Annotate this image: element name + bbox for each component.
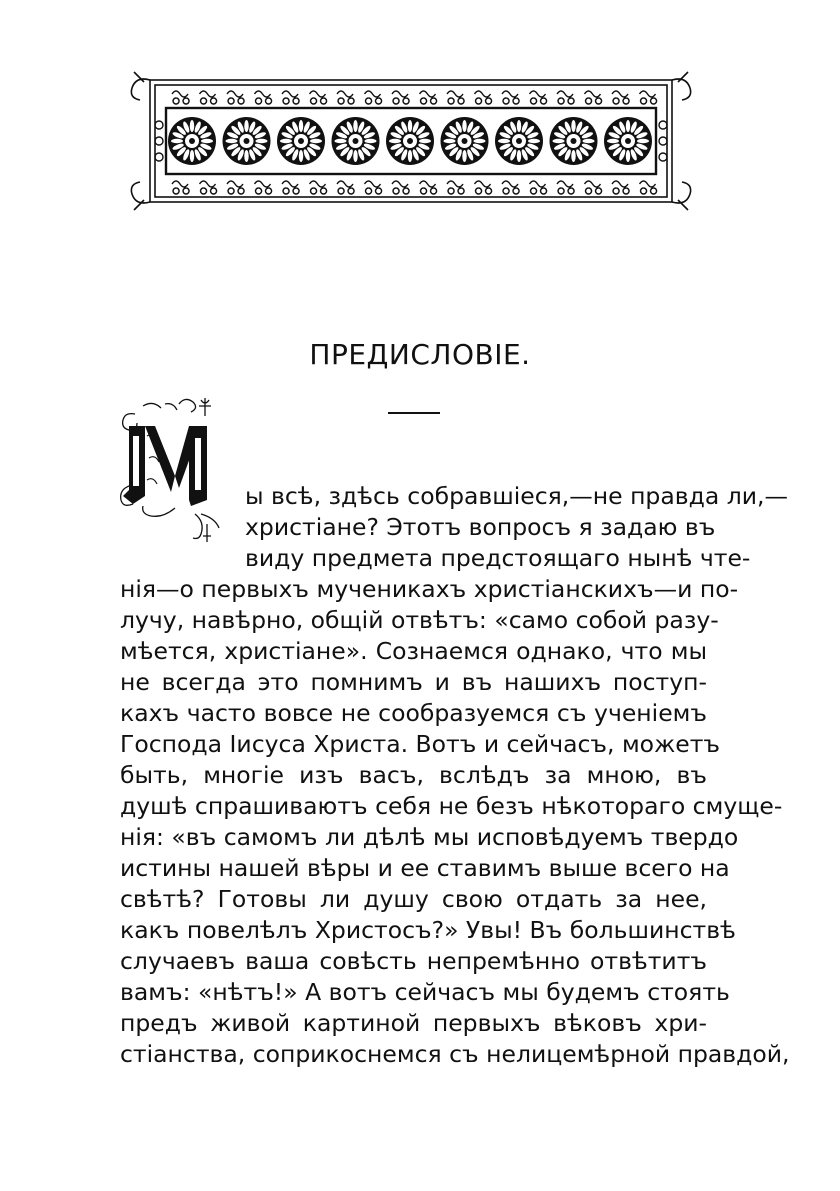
scroll-motif xyxy=(530,91,547,104)
text-line-7: не всегда это помнимъ и въ нашихъ поступ- xyxy=(120,668,707,696)
scroll-motif xyxy=(475,181,492,194)
scroll-motif xyxy=(392,181,409,194)
scroll-motif xyxy=(282,91,299,104)
scroll-motif xyxy=(640,91,657,104)
scroll-motif xyxy=(447,181,464,194)
text-line-17: вамъ: «нѣтъ!» А вотъ сейчасъ мы будемъ стоять xyxy=(120,978,730,1006)
rosette-ornament xyxy=(168,117,216,165)
rosette-ornament xyxy=(495,117,543,165)
page-title: ПРЕДИСЛОВІЕ. xyxy=(309,338,531,371)
text-line-8: кахъ часто вовсе не сообразуемся съ ученіемъ xyxy=(120,699,707,727)
rosette-ornament xyxy=(441,117,489,165)
text-line-16: случаевъ ваша совѣсть непремѣнно отвѣтитъ xyxy=(120,947,707,975)
scroll-motif xyxy=(227,91,244,104)
rosette-ornament xyxy=(386,117,434,165)
rosette-ornament xyxy=(223,117,271,165)
scroll-motif xyxy=(310,91,327,104)
scroll-motif xyxy=(585,181,602,194)
text-line-5: лучу, навѣрно, общій отвѣтъ: «само собой разу- xyxy=(120,606,719,634)
scroll-motif xyxy=(392,91,409,104)
scroll-motif xyxy=(200,91,217,104)
scroll-motif xyxy=(502,181,519,194)
scroll-motif xyxy=(640,181,657,194)
text-line-13: истины нашей вѣры и ее ставимъ выше всего на xyxy=(120,854,730,882)
scroll-motif xyxy=(337,91,354,104)
scroll-motif xyxy=(585,91,602,104)
ornamental-header-frame xyxy=(128,70,694,212)
decorative-initial-m-icon xyxy=(115,396,245,546)
scroll-motif xyxy=(530,181,547,194)
text-line-19: стіанства, соприкоснемся съ нелицемѣрной правдой, xyxy=(120,1040,790,1068)
rosette-ornament xyxy=(332,117,380,165)
scroll-motif xyxy=(365,91,382,104)
text-line-1: ы всѣ, здѣсь собравшіеся,—не правда ли,— xyxy=(245,482,788,510)
text-line-4: нія—о первыхъ мученикахъ христіанскихъ—и по- xyxy=(120,575,739,603)
scroll-motif xyxy=(255,181,272,194)
text-line-11: душѣ спрашиваютъ себя не безъ нѣкотораго смуще- xyxy=(120,792,783,820)
scroll-motif xyxy=(365,181,382,194)
rosette-ornament xyxy=(277,117,325,165)
scroll-motif xyxy=(227,181,244,194)
scroll-motif xyxy=(420,91,437,104)
text-line-12: нія: «въ самомъ ли дѣлѣ мы исповѣдуемъ твердо xyxy=(120,823,739,851)
scroll-motif xyxy=(172,91,189,104)
scroll-motif xyxy=(612,91,629,104)
text-line-6: мѣется, христіане». Сознаемся однако, что мы xyxy=(120,637,707,665)
scroll-motif xyxy=(447,91,464,104)
text-line-2: христіане? Этотъ вопросъ я задаю въ xyxy=(245,513,716,541)
scroll-motif xyxy=(420,181,437,194)
text-line-15: какъ повелѣлъ Христосъ?» Увы! Въ большинствѣ xyxy=(120,916,736,944)
scroll-motif xyxy=(172,181,189,194)
title-rule xyxy=(388,412,440,414)
scroll-motif xyxy=(557,91,574,104)
rosette-ornament xyxy=(604,117,652,165)
text-line-18: предъ живой картиной первыхъ вѣковъ хри- xyxy=(120,1009,707,1037)
scroll-motif xyxy=(502,91,519,104)
scroll-motif xyxy=(557,181,574,194)
text-line-9: Господа Іисуса Христа. Вотъ и сейчасъ, можетъ xyxy=(120,730,720,758)
scroll-motif xyxy=(310,181,327,194)
text-line-10: быть, многіе изъ васъ, вслѣдъ за мною, въ xyxy=(120,761,707,789)
scroll-motif xyxy=(475,91,492,104)
scroll-motif xyxy=(255,91,272,104)
scroll-motif xyxy=(282,181,299,194)
scroll-motif xyxy=(337,181,354,194)
text-line-3: виду предмета предстоящаго нынѣ чте- xyxy=(245,544,751,572)
scroll-motif xyxy=(612,181,629,194)
text-line-14: свѣтѣ? Готовы ли душу свою отдать за нее, xyxy=(120,885,707,913)
scroll-motif xyxy=(200,181,217,194)
rosette-ornament xyxy=(550,117,598,165)
